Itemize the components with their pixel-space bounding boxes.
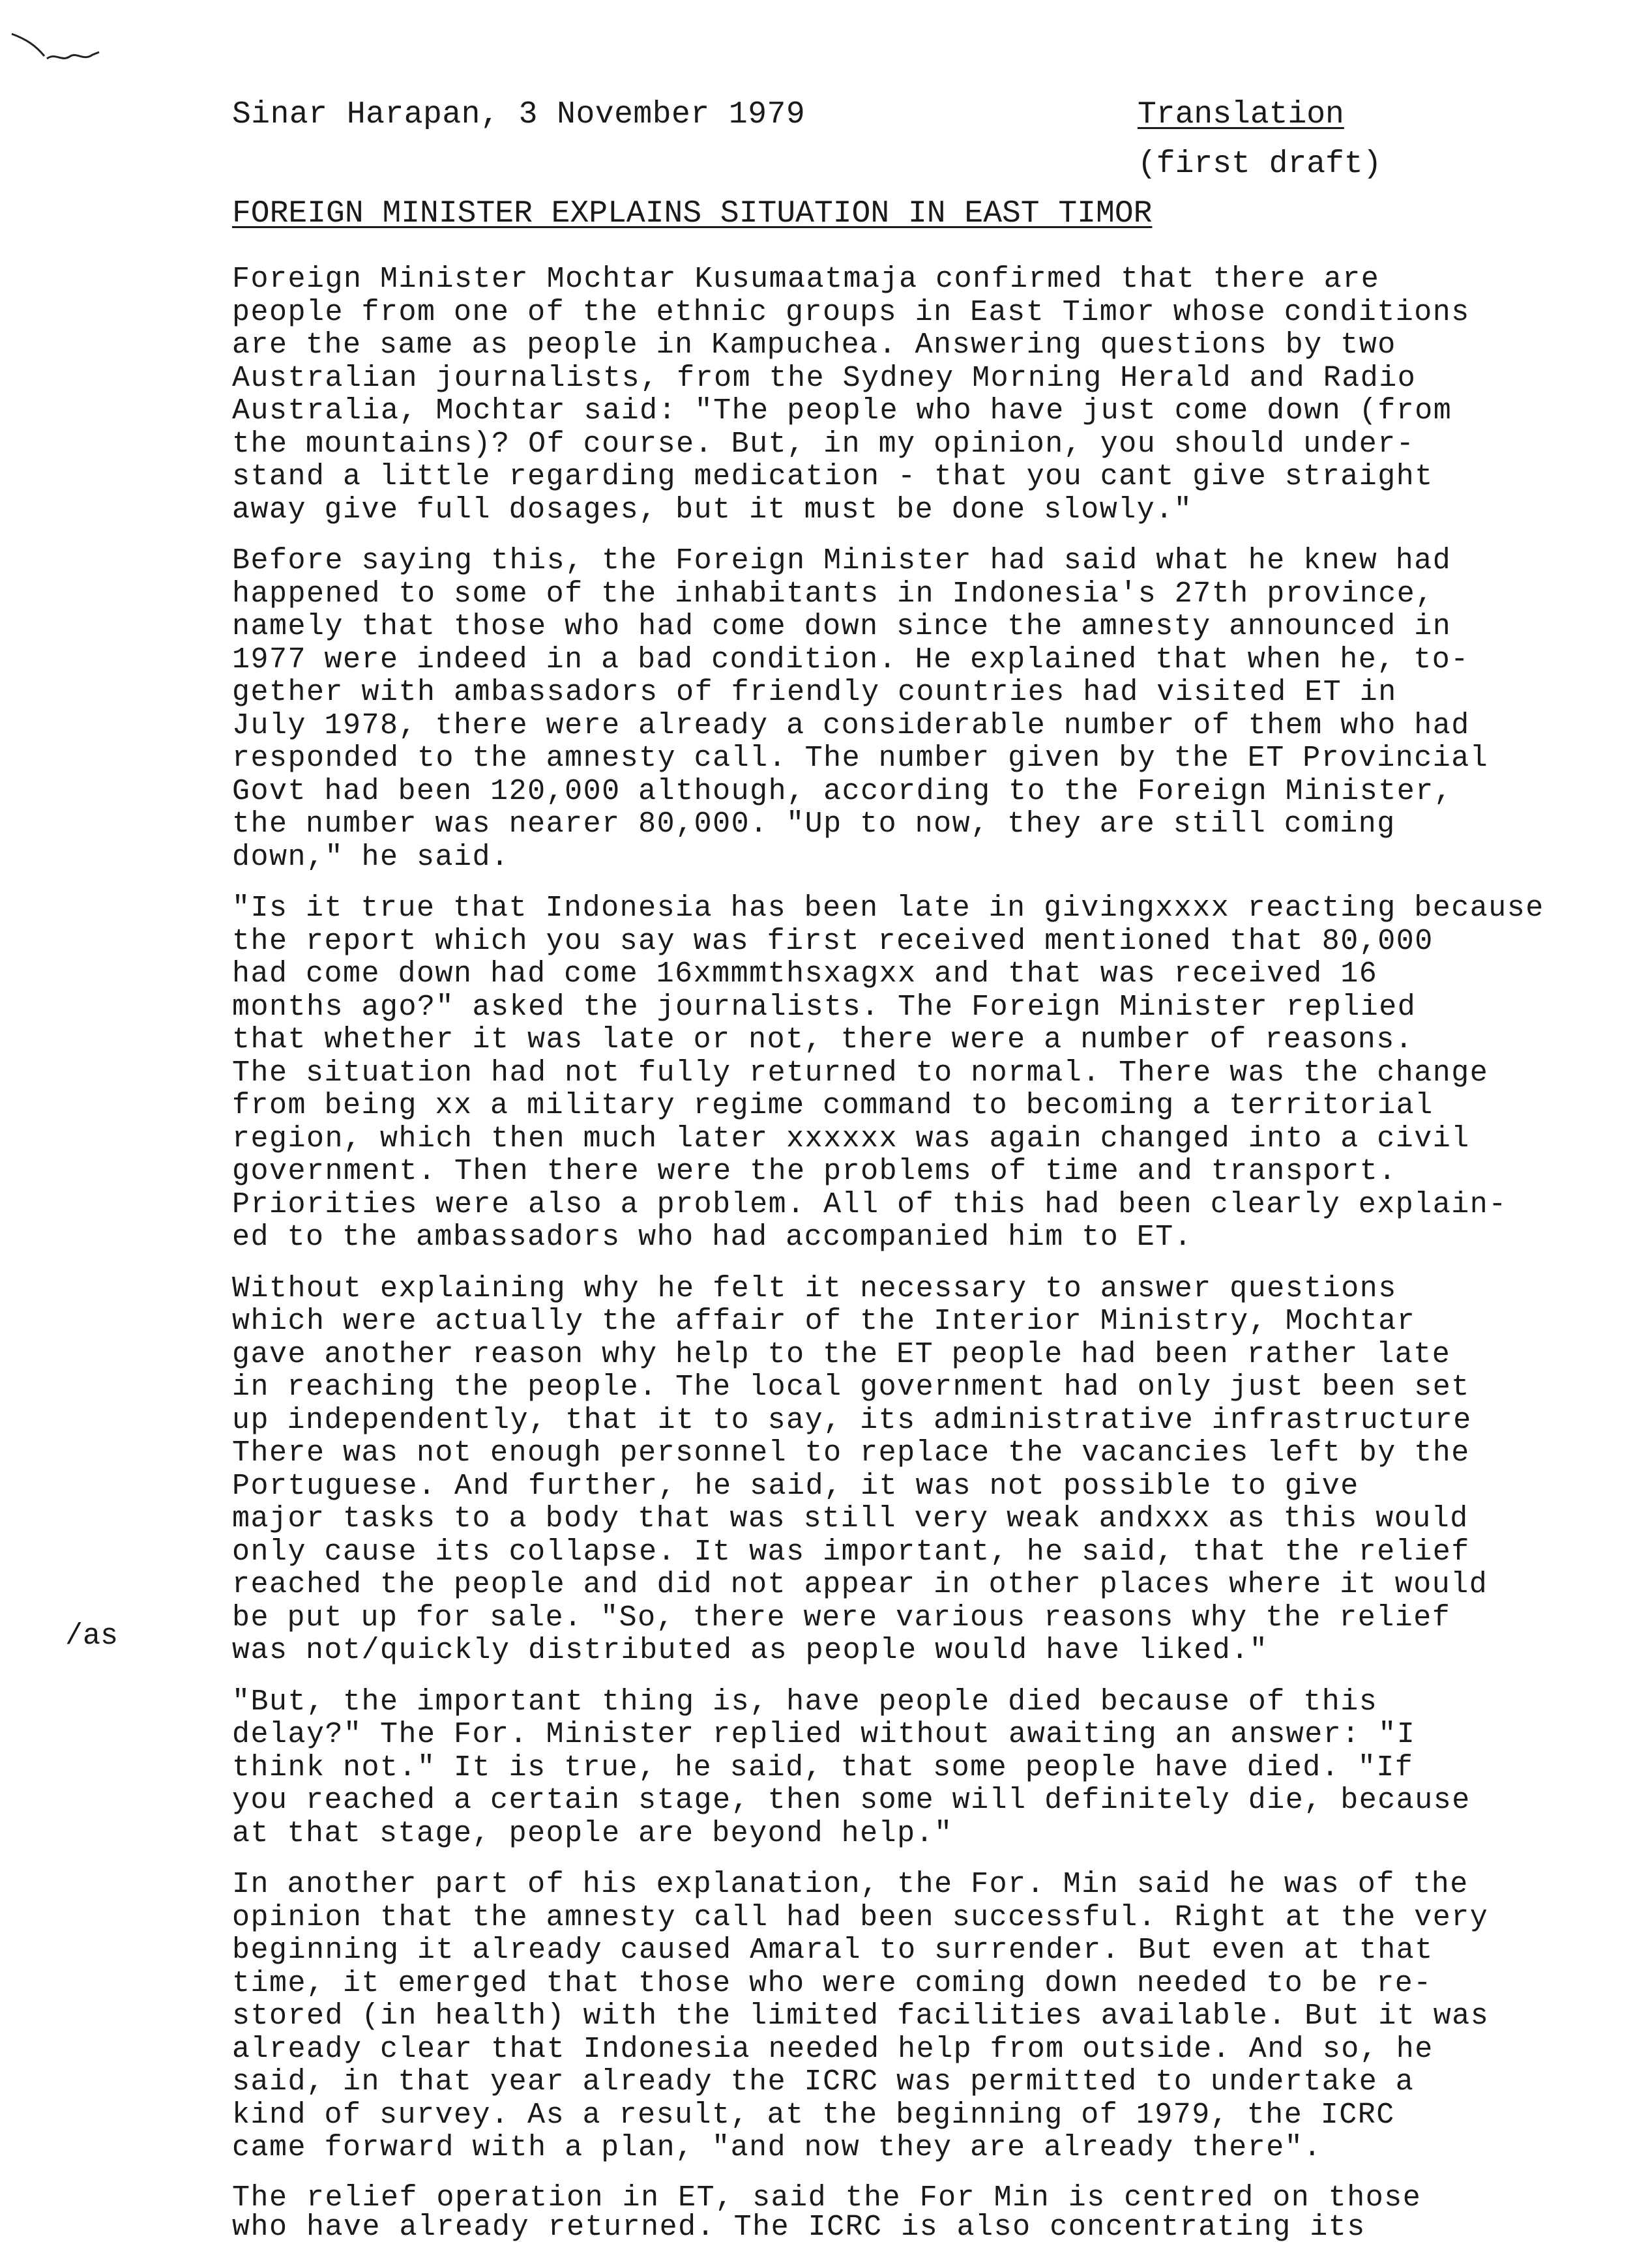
paragraph-5: "But, the important thing is, have people died because of this delay?" The For. Minister replied without awaiting an answer: "I think not." It is true, he said, that some people have died. "If you reached a certain stage, then some will definitely die, because at that stage, people are beyond help." xyxy=(232,1685,1471,1850)
paragraph-3: "Is it true that Indonesia has been late in givingxxxx reacting because the report which you say was first received mentioned that 80,000 had come down had come 16xmmmthsxagxx and that was received 16 months ago?" asked the journalists. The Foreign Minister replied that whether it was late or not, there were a number of reasons. The situation had not fully returned to normal. There was the change from being xx a military regime command to becoming a territorial region, which then much later xxxxxx was again changed into a civil government. Then there were the problems of time and transport. Priorities were also a problem. All of this had been clearly explain- ed to the ambassadors who had accompanied him to ET. xyxy=(232,892,1544,1254)
paragraph-1: Foreign Minister Mochtar Kusumaatmaja confirmed that there are people from one of the ethnic groups in East Timor whose conditions are the same as people in Kampuchea. Answering questions by two Australian journalists, from the Sydney Morning Herald and Radio Australia, Mochtar said: "The people who have just come down (from the mountains)? Of course. But, in my opinion, you should under- stand a little regarding medication - that you cant give straight away give full dosages, but it must be done slowly." xyxy=(232,263,1470,527)
source-citation: Sinar Harapan, 3 November 1979 xyxy=(232,97,806,132)
margin-note: /as xyxy=(65,1620,119,1653)
paragraph-6: In another part of his explanation, the For. Min said he was of the opinion that the amnesty call had been successful. Right at the very beginning it already caused Amaral to surrender. But even at that time, it emerged that those who were coming down needed to be re- stored (in health) with the limited facilities available. But it was already clear that Indonesia needed help from outside. And so, he said, in that year already the ICRC was permitted to undertake a kind of survey. As a result, at the beginning of 1979, the ICRC came forward with a plan, "and now they are already there". xyxy=(232,1868,1490,2164)
headline: FOREIGN MINISTER EXPLAINS SITUATION IN EAST TIMOR xyxy=(232,196,1153,231)
paragraph-7: The relief operation in ET, said the For Min is centred on those who have already returned. The ICRC is also concentrating its xyxy=(232,2181,1422,2244)
translation-label: Translation xyxy=(1138,97,1344,132)
paragraph-2: Before saying this, the Foreign Minister had said what he knew had happened to some of the inhabitants in Indonesia's 27th province, namely that those who had come down since the amnesty announced in 1977 were indeed in a bad condition. He explained that when he, to- gether with ambassadors of friendly countries had visited ET in July 1978, there were already a considerable number of them who had responded to the amnesty call. The number given by the ET Provincial Govt had been 120,000 although, according to the Foreign Minister, the number was nearer 80,000. "Up to now, they are still coming down," he said. xyxy=(232,544,1489,874)
paragraph-4: Without explaining why he felt it necessary to answer questions which were actually the affair of the Interior Ministry, Mochtar gave another reason why help to the ET people had been rather late in reaching the people. The local government had only just been set up independently, that it to say, its administrative infrastructure There was not enough personnel to replace the vacancies left by the Portuguese. And further, he said, it was not possible to give major tasks to a body that was still very weak andxxx as this would only cause its collapse. It was important, he said, that the relief reached the people and did not appear in other places where it would be put up for sale. "So, there were various reasons why the relief was not/quickly distributed as people would have liked." xyxy=(232,1272,1488,1667)
handwritten-mark-icon xyxy=(7,26,104,65)
draft-label: (first draft) xyxy=(1138,147,1382,182)
article-body xyxy=(232,263,1608,2242)
